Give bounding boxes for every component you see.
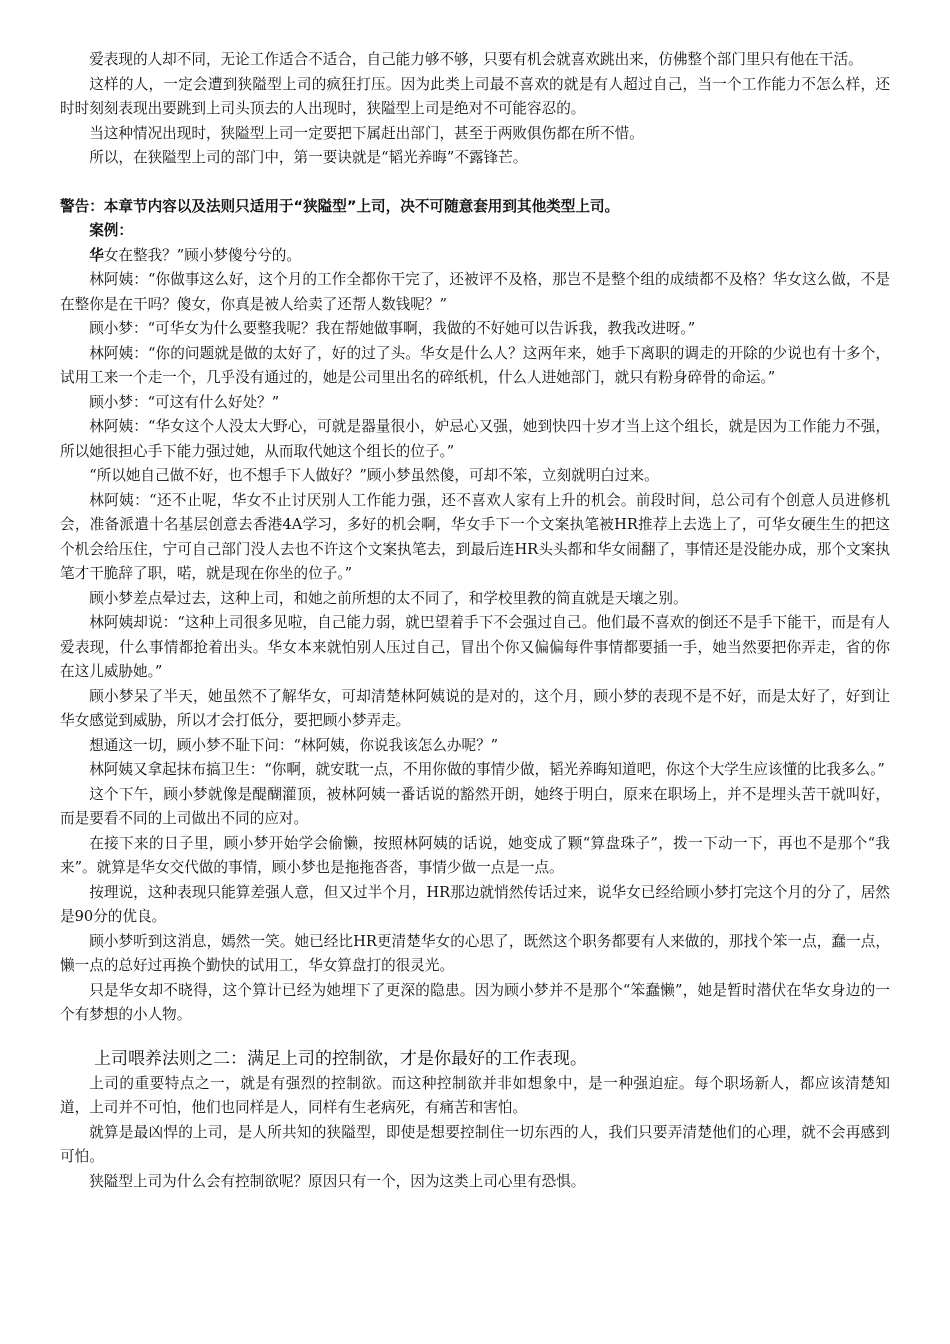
paragraph: 林阿姨：“华女这个人没太大野心，可就是器量很小，妒忌心又强，她到快四十岁才当上这个组长，就是因为工作能力不强，所以她很担心手下能力强过她，从而取代她这个组长的位子。” bbox=[60, 418, 890, 460]
case-label: 案例： bbox=[89, 222, 133, 239]
paragraph: 在接下来的日子里，顾小梦开始学会偷懒，按照林阿姨的话说，她变成了颗“算盘珠子”，拨一下动一下，再也不是那个“我来”。就算是华女交代做的事情，顾小梦也是拖拖沓沓，事情少做一点是一点。 bbox=[60, 834, 890, 876]
drop-word: 华 bbox=[89, 246, 104, 264]
paragraph: 想通这一切，顾小梦不耻下问：“林阿姨，你说我该怎么办呢？” bbox=[89, 736, 499, 754]
spacer bbox=[60, 171, 890, 195]
paragraph: 这个下午，顾小梦就像是醍醐灌顶，被林阿姨一番话说的豁然开朗，她终于明白，原来在职场上，并不是埋头苦干就叫好，而是要看不同的上司做出不同的应对。 bbox=[60, 785, 890, 827]
paragraph bbox=[60, 244, 890, 269]
paragraph: 只是华女却不晓得，这个算计已经为她埋下了更深的隐患。因为顾小梦并不是那个“笨蠢懒”，她是暂时潜伏在华女身边的一个有梦想的小人物。 bbox=[60, 981, 890, 1023]
section-heading: 上司喂养法则之二：满足上司的控制欲，才是你最好的工作表现。 bbox=[94, 1048, 587, 1069]
paragraph: 狭隘型上司为什么会有控制欲呢？原因只有一个，因为这类上司心里有恐惧。 bbox=[89, 1172, 586, 1190]
spacer bbox=[60, 1028, 890, 1046]
paragraph: 顾小梦差点晕过去，这种上司，和她之前所想的太不同了，和学校里教的简直就是天壤之别。 bbox=[89, 589, 688, 607]
paragraph: 就算是最凶悍的上司，是人所共知的狭隘型，即使是想要控制住一切东西的人，我们只要弄清楚他们的心理，就不会再感到可怕。 bbox=[60, 1123, 890, 1165]
paragraph: 顾小梦呆了半天，她虽然不了解华女，可却清楚林阿姨说的是对的，这个月，顾小梦的表现不是不好，而是太好了，好到让华女感觉到威胁，所以才会打低分，要把顾小梦弄走。 bbox=[60, 687, 890, 729]
paragraph-text: 女在整我？”顾小梦傻兮兮的。 bbox=[103, 246, 301, 264]
paragraph: “所以她自己做不好，也不想手下人做好？”顾小梦虽然傻，可却不笨，立刻就明白过来。 bbox=[89, 467, 659, 484]
section2 bbox=[60, 1072, 890, 1195]
paragraph: 顾小梦听到这消息，嫣然一笑。她已经比HR更清楚华女的心思了，既然这个职务都要有人来做的，那找个笨一点，蠢一点，懒一点的总好过再换个勤快的试用工，华女算盘打的很灵光。 bbox=[60, 932, 890, 974]
paragraph: 当这种情况出现时，狭隘型上司一定要把下属赶出部门，甚至于两败俱伤都在所不惜。 bbox=[89, 124, 644, 142]
paragraph: 顾小梦：“可这有什么好处？” bbox=[89, 393, 280, 411]
paragraph: 顾小梦：“可华女为什么要整我呢？我在帮她做事啊，我做的不好她可以告诉我，教我改进呀。” bbox=[89, 320, 696, 337]
paragraph: 爱表现的人却不同，无论工作适合不适合，自己能力够不够，只要有机会就喜欢跳出来，仿佛整个部门里只有他在干活。 bbox=[89, 51, 863, 68]
intro-section bbox=[60, 48, 890, 171]
paragraph: 林阿姨：“你做事这么好，这个月的工作全都你干完了，还被评不及格，那岂不是整个组的成绩都不及格？华女这么做，不是在整你是在干吗？傻女，你真是被人给卖了还帮人数钱呢？” bbox=[60, 271, 890, 313]
paragraph: 林阿姨：“还不止呢，华女不止讨厌别人工作能力强，还不喜欢人家有上升的机会。前段时间，总公司有个创意人员进修机会，准备派遣十名基层创意去香港4A学习，多好的机会啊，华女手下一个文案执笔被HR推荐上去选上了，可华女硬生生的把这个机会给压住，宁可自己部门没人去也不许这个文案执笔去，到最后连HR头头都和华女闹翻了，事情还是没能办成，那个文案执笔才干脆辞了职，喏，就是现在你坐的位子。” bbox=[60, 491, 890, 582]
paragraph: 林阿姨又拿起抹布搞卫生：“你啊，就安耽一点，不用你做的事情少做，韬光养晦知道吧，你这个大学生应该懂的比我多么。” bbox=[89, 761, 885, 778]
paragraph: 林阿姨却说：“这种上司很多见啦，自己能力弱，就巴望着手下不会强过自己。他们最不喜欢的倒还不是手下能干，而是有人爱表现，什么事情都抢着出头。华女本来就怕别人压过自己，冒出个你又偏偏每件事情都要插一手，她当然要把你弄走，省的你在这儿威胁她。” bbox=[60, 614, 890, 680]
paragraph: 所以，在狭隘型上司的部门中，第一要诀就是“韬光养晦”不露锋芒。 bbox=[89, 149, 528, 166]
paragraph: 按理说，这种表现只能算差强人意，但又过半个月，HR那边就悄然传话过来，说华女已经给顾小梦打完这个月的分了，居然是90分的优良。 bbox=[60, 883, 890, 925]
paragraph: 林阿姨：“你的问题就是做的太好了，好的过了头。华女是什么人？这两年来，她手下离职的调走的开除的少说也有十多个，试用工来一个走一个，几乎没有通过的，她是公司里出名的碎纸机，什么人进她部门，就只有粉身碎骨的命运。” bbox=[60, 344, 890, 386]
paragraph: 这样的人，一定会遭到狭隘型上司的疯狂打压。因为此类上司最不喜欢的就是有人超过自己，当一个工作能力不怎么样，还时时刻刻表现出要跳到上司头顶去的人出现时，狭隘型上司是绝对不可能容忍的。 bbox=[60, 75, 890, 117]
case-section bbox=[60, 244, 890, 1028]
paragraph: 上司的重要特点之一，就是有强烈的控制欲。而这种控制欲并非如想象中，是一种强迫症。每个职场新人，都应该清楚知道，上司并不可怕，他们也同样是人，同样有生老病死，有痛苦和害怕。 bbox=[60, 1074, 890, 1116]
warning-note: 警告：本章节内容以及法则只适用于“狭隘型”上司，决不可随意套用到其他类型上司。 bbox=[60, 197, 620, 215]
